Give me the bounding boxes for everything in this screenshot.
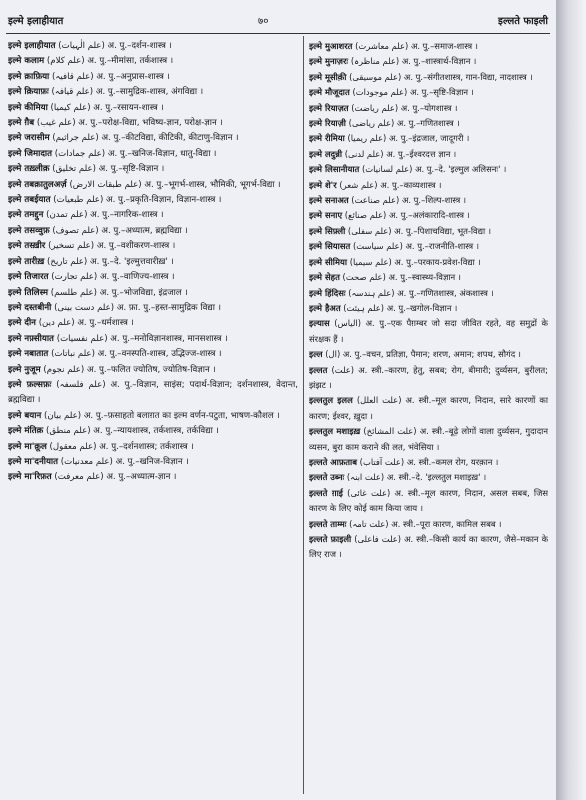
dictionary-entry	[8, 85, 298, 100]
urdu-spelling: (علم کیمیا)	[50, 102, 91, 113]
headword: इल्मे नफ़्सीयात	[8, 333, 54, 344]
headword: इल्मे तारीख़	[8, 256, 45, 267]
urdu-spelling: (علم غیب)	[36, 118, 76, 129]
definition: अ. स्त्री.–बूढ़े लोगों वाला दुर्व्यसन, गुदादान व्यसन, बुरा काम कराने की लत, भंवेसिया ।	[309, 426, 548, 452]
headword: इल्मे मा'दनीयात	[8, 456, 59, 467]
dictionary-entry	[8, 409, 298, 424]
dictionary-entry	[8, 470, 298, 485]
dictionary-entry	[8, 193, 298, 208]
headword: इल्मे जिमादात	[8, 148, 53, 159]
page-edge	[556, 0, 586, 800]
urdu-spelling: (علم تمدن)	[46, 210, 88, 221]
headword: इल्मे ग़ैब	[8, 118, 35, 129]
dictionary-entry	[8, 131, 298, 146]
urdu-spelling: (علم جراثیم)	[52, 133, 99, 144]
urdu-spelling: (علم لدنی)	[344, 148, 384, 159]
headword: इल्मे तिजारत	[8, 272, 49, 283]
urdu-spelling: (علم ہیئت)	[343, 302, 385, 313]
header-rule	[6, 33, 550, 34]
definition: अ. पु.–भूगर्भ-शास्त्र, भौमिकी, भूगर्भ-विद्या ।	[144, 179, 281, 190]
urdu-spelling: (علم صنائع)	[344, 210, 387, 221]
urdu-spelling: (علت تامہ)	[349, 518, 389, 529]
dictionary-entry	[8, 101, 298, 116]
headword: इल्मे तख़्लीक़	[8, 164, 50, 175]
urdu-spelling: (علم لسانیات)	[361, 164, 413, 175]
definition: अ. पु.–फलित ज्योतिष, ज्योतिष-विज्ञान ।	[87, 364, 216, 375]
dictionary-entry	[8, 162, 298, 177]
dictionary-entry	[309, 532, 548, 563]
dictionary-entry	[8, 286, 298, 301]
urdu-spelling: (علت فاعلی)	[354, 534, 402, 544]
dictionary-entry	[8, 440, 298, 455]
urdu-spelling: (علم مناظرہ)	[350, 56, 400, 67]
definition: अ. स्त्री.–मूल कारण, निदान, असल सबब, जिस कारण के लिए कोई काम किया जाय ।	[309, 487, 548, 514]
dictionary-entry	[309, 85, 548, 100]
headword: इल्मे सीमिया	[309, 256, 348, 267]
dictionary-entry	[8, 424, 298, 439]
urdu-spelling: (علم ریاضی)	[348, 118, 395, 129]
headword: इल्मे रियाज़ी	[309, 118, 346, 129]
headword: इल्मे मूसीक़ी	[309, 71, 347, 82]
definition: अ. पु.–पिशाचविद्या, भूत-विद्या ।	[394, 225, 491, 236]
urdu-spelling: (علم دین)	[38, 318, 75, 329]
urdu-spelling: (علم سیاست)	[352, 241, 403, 252]
dictionary-entry	[309, 239, 548, 254]
headword: इल्ल	[309, 349, 323, 360]
definition: अ. पु.–धर्मशास्त्र ।	[77, 318, 134, 329]
definition: अ. पु.–अध्यात्म, ब्रह्मविद्या ।	[101, 225, 188, 236]
page-number: ७०	[258, 16, 269, 27]
definition: अ. पु.–ईश्वरदत्त ज्ञान ।	[386, 148, 457, 159]
definition: अ. पु.–मीमांसा, तर्कशास्त्र ।	[87, 56, 174, 67]
urdu-spelling: (علم معقول)	[49, 441, 97, 452]
headword: इल्मे सनाए	[309, 210, 343, 221]
dictionary-entry	[309, 486, 548, 517]
urdu-spelling: (علم شعر)	[339, 179, 378, 190]
urdu-spelling: (الیاس)	[334, 318, 361, 329]
headword: इल्मे तबक़ातुलअर्ज़	[8, 179, 67, 190]
definition: अ. पु.–शिल्प-शास्त्र ।	[401, 195, 467, 206]
dictionary-entry	[309, 517, 548, 532]
urdu-spelling: (علم فلسفہ)	[56, 379, 106, 390]
headword: इल्मे तमद्दुन	[8, 210, 44, 221]
headword: इल्लते फ़ाइली	[309, 534, 352, 544]
urdu-spelling: (ال)	[325, 349, 341, 360]
urdu-spelling: (علم صحت)	[342, 272, 386, 283]
definition: अ. पु.–प्रकृति-विज्ञान, विज्ञान-शास्त्र ।	[106, 195, 222, 206]
headword: इल्मे तसव्वुफ़	[8, 225, 50, 236]
definition: अ. पु.–खनिज-विज्ञान, धातु-विद्या ।	[107, 148, 217, 159]
headword: इल्मे सेहत	[309, 272, 340, 283]
dictionary-entry	[8, 239, 298, 254]
dictionary-entry	[8, 54, 298, 69]
headword: इल्मे रीमिया	[309, 133, 345, 144]
definition: अ. पु.–समाज-शास्त्र ।	[410, 41, 478, 51]
urdu-spelling: (علم قیافہ)	[51, 87, 94, 98]
dictionary-entry	[8, 116, 298, 131]
definition: अ. पु.–वनस्पति-शास्त्र, उद्भिज्ज-शास्त्र ।	[97, 349, 222, 360]
urdu-spelling: (علم ریمیا)	[347, 133, 387, 144]
urdu-spelling: (علم ہندسہ)	[348, 287, 395, 298]
definition: अ. पु.–भोजविद्या, इंद्रजाल ।	[99, 287, 188, 298]
urdu-spelling: (علم طلسم)	[50, 287, 98, 298]
urdu-spelling: (علم تاریخ)	[47, 256, 88, 267]
urdu-spelling: (علم معدنیات)	[60, 456, 113, 467]
urdu-spelling: (علم تجارت)	[51, 272, 98, 283]
dictionary-entry	[8, 363, 298, 378]
dictionary-entry	[309, 116, 548, 131]
headword: इल्मे शे'र	[309, 179, 337, 190]
definition: अ. स्त्री.–पूरा कारण, कामिल सबब ।	[391, 518, 502, 529]
headword: इल्मे लदुन्नी	[309, 148, 343, 159]
dictionary-entry	[8, 255, 298, 270]
definition: अ. पु.–दे. 'इल्मुत्तवारीख़' ।	[90, 256, 174, 267]
headword: इल्मे नुजूम	[8, 364, 41, 375]
dictionary-entry	[8, 147, 298, 162]
definition: अ. फ़ा. पु.–हस्त-सामुद्रिक विद्या ।	[116, 302, 221, 313]
header-left-guideword: इल्मे इलाहीयात	[8, 16, 64, 27]
dictionary-entry	[309, 39, 548, 54]
definition: अ. पु.–एक पैग़म्बर जो सदा जीवित रहते, वह समुद्रों के संरक्षक हैं ।	[309, 318, 548, 344]
headword: इल्मे हिंदिसः	[309, 287, 346, 298]
urdu-spelling: (علت المشائخ)	[363, 426, 417, 437]
definition: अ. पु.–वाणिज्य-शास्त्र ।	[99, 272, 175, 283]
headword: इल्मे बयान	[8, 410, 42, 421]
definition: अ. पु.–काव्यशास्त्र ।	[380, 179, 442, 190]
urdu-spelling: (علم منطق)	[46, 426, 91, 437]
headword: इल्मे तबईयात	[8, 195, 51, 206]
headword: इल्मे कीमिया	[8, 102, 48, 113]
dictionary-entry	[8, 347, 298, 362]
headword: इल्मे क़ाफ़िया	[8, 71, 50, 82]
headword: इल्मे सिफ़्ली	[309, 225, 346, 236]
headword: इल्मे तिलिस्म	[8, 287, 49, 298]
definition: अ. पु.–संगीतशास्त्र, गान-विद्या, नादशास्त्र ।	[403, 71, 533, 82]
urdu-spelling: (علم ریاضت)	[351, 102, 399, 113]
dictionary-entry	[309, 301, 548, 316]
definition: अ. पु.–परोक्ष-विद्या, भविष्य-ज्ञान, परोक्ष-ज्ञान ।	[78, 118, 223, 129]
definition: अ. पु.–इंद्रजाल, जादूगरी ।	[389, 133, 470, 144]
definition: अ. स्त्री.–दे. 'इल्लतुल मशाइख़' ।	[386, 472, 487, 483]
definition: अ. पु.–वशीकरण-शास्त्र ।	[96, 241, 176, 252]
definition: अ. पु.–दर्शनशास्त्र; तर्कशास्त्र ।	[99, 441, 194, 452]
headword: इल्लते आफ़ताब	[309, 456, 357, 467]
page-header	[8, 13, 548, 27]
headword: इल्लतुल इलल	[309, 395, 353, 406]
headword: इल्मे सियासत	[309, 241, 351, 252]
dictionary-entry	[8, 224, 298, 239]
urdu-spelling: (علم سفلی)	[347, 225, 392, 236]
dictionary-entry	[8, 70, 298, 85]
dictionary-entry	[8, 378, 298, 409]
headword: इल्मे लिसानीयात	[309, 164, 360, 175]
headword: इल्मे कलाम	[8, 56, 45, 67]
headword: इल्मे दीन	[8, 318, 36, 329]
headword: इल्लतुल मशाइख़	[309, 426, 361, 437]
headword: इल्मे मा'क़ूल	[8, 441, 47, 452]
urdu-spelling: (علم جمادات)	[54, 148, 106, 159]
dictionary-entry	[309, 147, 548, 162]
dictionary-entry	[309, 470, 548, 485]
urdu-spelling: (علم طبعیات)	[53, 195, 104, 206]
dictionary-entry	[309, 193, 548, 208]
urdu-spelling: (علم تخلیق)	[52, 164, 96, 175]
headword: इल्मे सनाअत	[309, 195, 349, 206]
definition: अ. पु.–अध्यात्म-ज्ञान ।	[106, 472, 177, 483]
dictionary-entry	[309, 347, 548, 362]
headword: इल्मे फ़ल्सफ़ः	[8, 379, 52, 390]
urdu-spelling: (علم نباتات)	[51, 349, 95, 360]
left-column	[8, 39, 298, 486]
urdu-spelling: (علم نجوم)	[43, 364, 85, 375]
definition: अ. स्त्री.–किसी कार्य का कारण, जैसे–मकान के लिए राज ।	[309, 534, 548, 560]
definition: अ. पु.–योगशास्त्र ।	[400, 102, 458, 113]
definition: अ. पु.–गणितशास्त्र ।	[396, 118, 460, 129]
urdu-spelling: (علم موسیقی)	[349, 71, 402, 82]
dictionary-entry	[8, 332, 298, 347]
headword: इल्मे मुआशरत	[309, 41, 353, 51]
definition: अ. पु.–राजनीति-शास्त्र ।	[405, 241, 480, 252]
headword: इल्मे इलाहीयात	[8, 41, 56, 51]
definition: अ. पु.–विज्ञान, साइंस; पदार्थ-विज्ञान; दर्शनशास्त्र, वेदान्त, ब्रह्मविद्या ।	[8, 379, 298, 406]
headword: इल्मे मंतिक़	[8, 426, 44, 437]
definition: अ. पु.–नागरिक-शास्त्र ।	[90, 210, 164, 221]
dictionary-entry	[8, 39, 298, 54]
urdu-spelling: (علم معاشرت)	[355, 41, 409, 51]
headword: इल्मे मुनाज़रः	[309, 56, 349, 67]
dictionary-entry	[309, 363, 548, 394]
urdu-spelling: (علم قافیہ)	[52, 71, 94, 82]
dictionary-entry	[309, 208, 548, 223]
urdu-spelling: (علت)	[331, 364, 355, 375]
dictionary-entry	[309, 270, 548, 285]
definition: अ. पु.–खगोल-विज्ञान ।	[386, 302, 458, 313]
dictionary-entry	[8, 301, 298, 316]
urdu-spelling: (علم موجودات)	[352, 87, 408, 98]
definition: अ. पु.–अनुप्रास-शास्त्र ।	[96, 71, 170, 82]
urdu-spelling: (علم کلام)	[46, 56, 85, 67]
dictionary-entry	[309, 70, 548, 85]
definition: अ. पु.–सृष्टि-विज्ञान ।	[98, 164, 165, 175]
definition: अ. पु.–दे. 'इल्मुल अलिसनः' ।	[415, 164, 507, 175]
urdu-spelling: (علم معرفت)	[54, 472, 104, 483]
headword: इल्मे जरासीम	[8, 133, 50, 144]
headword: इल्यास	[309, 318, 330, 329]
dictionary-entry	[8, 270, 298, 285]
urdu-spelling: (علت العلل)	[356, 395, 402, 406]
header-right-guideword: इल्लते फाइली	[498, 16, 548, 27]
dictionary-entry	[309, 101, 548, 116]
headword: इल्मे नबातात	[8, 349, 49, 360]
headword: इल्मे मौजूदात	[309, 87, 350, 98]
dictionary-entry	[8, 316, 298, 331]
definition: अ. पु.–सामुद्रिक-शास्त्र, अंगविद्या ।	[95, 87, 204, 98]
urdu-spelling: (علم الٰہیات)	[58, 41, 105, 51]
urdu-spelling: (علم طبقات الارض)	[69, 179, 142, 190]
urdu-spelling: (علت غائی)	[347, 487, 391, 498]
definition: अ. पु.–कीटविद्या, कीटिकी, कीटाणु-विज्ञान ।	[101, 133, 239, 144]
dictionary-entry	[309, 255, 548, 270]
dictionary-entry	[309, 455, 548, 470]
headword: इल्लते ग़ाई	[309, 487, 343, 498]
headword: इल्लत	[309, 364, 328, 375]
headword: इल्मे दस्तबीनी	[8, 302, 52, 313]
dictionary-entry	[309, 286, 548, 301]
dictionary-entry	[8, 455, 298, 470]
definition: अ. पु.–रसायन-शास्त्र ।	[93, 102, 164, 113]
dictionary-entry	[309, 54, 548, 69]
urdu-spelling: (علم تصوف)	[52, 225, 99, 236]
urdu-spelling: (علم سیمیا)	[349, 256, 392, 267]
definition: अ. स्त्री.–कमल रोग, यरक़ान ।	[406, 456, 499, 467]
urdu-spelling: (علم دست بینی)	[54, 302, 115, 313]
dictionary-entry	[309, 162, 548, 177]
urdu-spelling: (علم بیان)	[44, 410, 82, 421]
dictionary-entry	[309, 224, 548, 239]
dictionary-entry	[309, 178, 548, 193]
dictionary-entry	[309, 424, 548, 455]
definition: अ. पु.–परकाय-प्रवेश-विद्या ।	[394, 256, 481, 267]
headword: इल्मे हैअत	[309, 302, 341, 313]
headword: इल्लते उब्नः	[309, 472, 345, 483]
headword: इल्मे मा'रिफ़त	[8, 472, 52, 483]
definition: अ. पु.–स्वास्थ्य-विज्ञान ।	[388, 272, 461, 283]
headword: इल्मे तस्ख़ीर	[8, 241, 46, 252]
headword: इल्लते ताम्मः	[309, 518, 347, 529]
headword: इल्मे रियाज़त	[309, 102, 349, 113]
definition: अ. पु.–शास्त्रार्थ-विज्ञान ।	[401, 56, 477, 67]
urdu-spelling: (علم تسخیر)	[48, 241, 95, 252]
dictionary-entry	[309, 316, 548, 347]
definition: अ. पु.–दर्शन-शास्त्र ।	[107, 41, 172, 51]
urdu-spelling: (علت ابنہ)	[346, 472, 385, 483]
column-divider	[303, 36, 304, 794]
dictionary-entry	[8, 208, 298, 223]
dictionary-entry	[309, 131, 548, 146]
urdu-spelling: (علت آفتاب)	[359, 456, 405, 467]
headword: इल्मे क़ियाफ़ः	[8, 87, 49, 98]
definition: अ. स्त्री.–मूल कारण, निदान, सारे कारणों का कारण; ईश्वर, ख़ुदा ।	[309, 395, 548, 421]
urdu-spelling: (علم نفسیات)	[56, 333, 108, 344]
dictionary-entry	[8, 178, 298, 193]
definition: अ. स्त्री.–कारण, हेतु, सबब; रोग, बीमारी; दुर्व्यसन, बुरीलत; झंझट ।	[309, 364, 548, 390]
definition: अ. पु.–वचन, प्रतिज्ञा, पैमान; शरण, अमान; शपथ, सौगंद ।	[342, 349, 521, 360]
definition: अ. पु.–अलंकारादि-शास्त्र ।	[389, 210, 470, 221]
dictionary-entry	[309, 393, 548, 424]
definition: अ. पु.–फ़साहतो बलाग़त का इल्म वर्णन-पटुता, भाषण-कौशल ।	[83, 410, 280, 421]
definition: अ. पु.–खनिज-विज्ञान ।	[115, 456, 189, 467]
definition: अ. पु.–न्यायशास्त्र, तर्कशास्त्र, तर्कविद्या ।	[93, 426, 219, 437]
definition: अ. पु.–सृष्टि-विज्ञान ।	[409, 87, 474, 98]
definition: अ. पु.–मनोविज्ञानशास्त्र, मानसशास्त्र ।	[110, 333, 228, 344]
urdu-spelling: (علم صناعت)	[351, 195, 400, 206]
right-column	[309, 39, 548, 563]
definition: अ. पु.–गणितशास्त्र, अंकशास्त्र ।	[397, 287, 494, 298]
